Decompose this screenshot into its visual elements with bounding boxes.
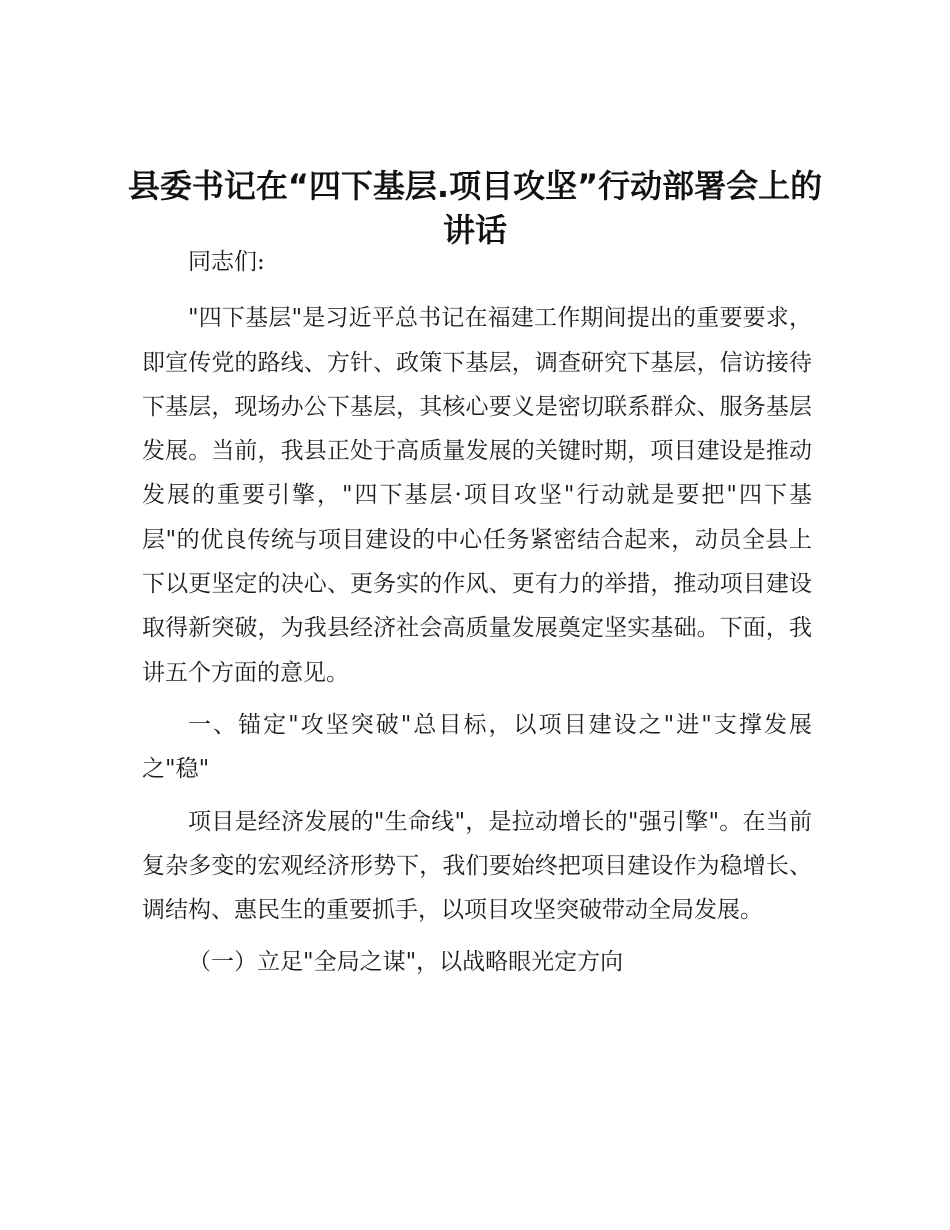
subsection-1-heading: （一）立足"全局之谋"，以战略眼光定方向 [188, 949, 624, 976]
document-title: 县委书记在“四下基层.项目攻坚”行动部署会上的讲话 [127, 167, 823, 249]
section-1-paragraph: 项目是经济发展的"生命线"，是拉动增长的"强引擎"。在当前复杂多变的宏观经济形势下，我们要始终把项目建设作为稳增长、调结构、惠民生的重要抓手，以项目攻坚突破带动全局发展。 [142, 808, 812, 924]
section-1-heading: 一、锚定"攻坚突破"总目标，以项目建设之"进"支撑发展之"稳" [142, 711, 812, 783]
document-body [142, 240, 812, 993]
intro-paragraph: "四下基层"是习近平总书记在福建工作期间提出的重要要求，即宣传党的路线、方针、政策下基层，调查研究下基层，信访接待下基层，现场办公下基层，其核心要义是密切联系群众、服务基层发展。当前，我县正处于高质量发展的关键时期，项目建设是推动发展的重要引擎，"四下基层·项目攻坚"行动就是要把"四下基层"的优良传统与项目建设的中心任务紧密结合起来，动员全县上下以更坚定的决心、更务实的作风、更有力的举措，推动项目建设取得新突破，为我县经济社会高质量发展奠定坚实基础。下面，我讲五个方面的意见。 [142, 305, 812, 686]
salutation: 同志们: [188, 249, 265, 275]
